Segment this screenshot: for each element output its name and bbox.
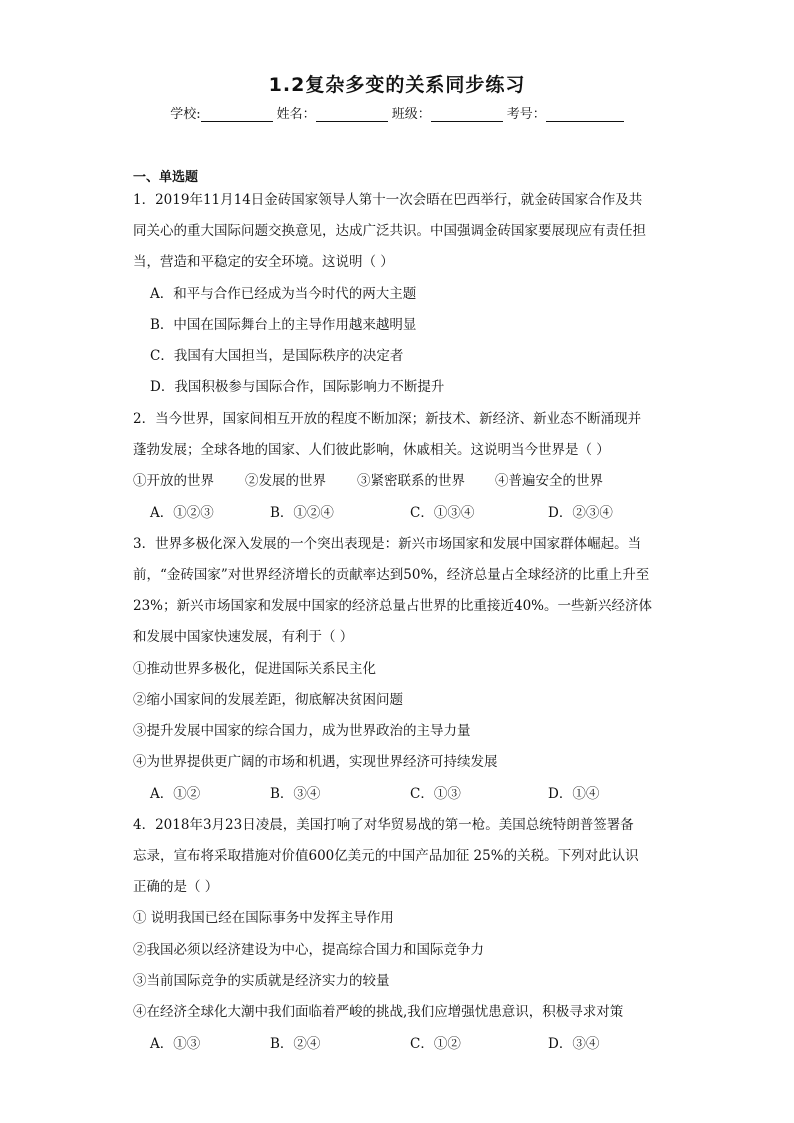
- question-4-item: ②我国必须以经济建设为中心，提高综合国力和国际竞争力: [133, 942, 484, 958]
- question-2-item: ③紧密联系的世界: [357, 473, 465, 489]
- question-2-option-c[interactable]: C．①③④: [410, 505, 475, 521]
- question-2-item: ②发展的世界: [245, 473, 326, 489]
- question-3-option-c[interactable]: C．①③: [410, 786, 461, 802]
- question-2-option-d[interactable]: D．②③④: [548, 505, 613, 521]
- question-3-item: ③提升发展中国家的综合国力，成为世界政治的主导力量: [133, 723, 471, 739]
- question-2-option-a[interactable]: A．①②③: [150, 505, 214, 521]
- school-blank[interactable]: [201, 108, 273, 122]
- question-3-option-d[interactable]: D．①④: [548, 786, 600, 802]
- question-2-option-b[interactable]: B．①②④: [270, 505, 334, 521]
- class-label: 班级：: [391, 107, 431, 122]
- name-blank[interactable]: [316, 108, 388, 122]
- question-4-item: ③当前国际竞争的实质就是经济实力的较量: [133, 973, 390, 989]
- question-1-option-c[interactable]: C．我国有大国担当，是国际秩序的决定者: [150, 348, 404, 364]
- question-1-stem-line: 1．2019年11月14日金砖国家领导人第十一次会晤在巴西举行，就金砖国家合作及共: [133, 192, 643, 208]
- question-2-stem-line: 2．当今世界，国家间相互开放的程度不断加深；新技术、新经济、新业态不断涌现并: [133, 411, 642, 427]
- question-4-option-a[interactable]: A．①③: [150, 1036, 201, 1052]
- exam-no-field[interactable]: [507, 103, 624, 122]
- question-3-option-a[interactable]: A．①②: [150, 786, 201, 802]
- question-3-item: ①推动世界多极化，促进国际关系民主化: [133, 661, 376, 677]
- section-heading: 一、单选题: [133, 170, 199, 185]
- question-3-stem-line: 3．世界多极化深入发展的一个突出表现是：新兴市场国家和发展中国家群体崛起。当: [133, 536, 642, 552]
- class-field[interactable]: [392, 103, 503, 122]
- school-field[interactable]: [170, 103, 272, 122]
- question-4-stem-line: 4．2018年3月23日凌晨，美国打响了对华贸易战的第一枪。美国总统特朗普签署备: [133, 817, 634, 833]
- question-2-stem-line: 蓬勃发展；全球各地的国家、人们彼此影响，休戚相关。这说明当今世界是（ ）: [133, 442, 610, 458]
- question-1-stem-line: 同关心的重大国际问题交换意见，达成广泛共识。中国强调金砖国家要展现应有责任担: [133, 223, 646, 239]
- question-3-stem-line: 前，“金砖国家”对世界经济增长的贡献率达到50%，经济总量占全球经济的比重上升至: [133, 567, 650, 583]
- question-4-item: ④在经济全球化大潮中我们面临着严峻的挑战,我们应增强忧患意识，积极寻求对策: [133, 1004, 624, 1020]
- class-blank[interactable]: [431, 108, 503, 122]
- question-1-stem-line: 当，营造和平稳定的安全环境。这说明（ ）: [133, 254, 394, 270]
- question-3-option-b[interactable]: B．③④: [270, 786, 321, 802]
- question-3-stem-line: 23%；新兴市场国家和发展中国家的经济总量占世界的比重接近40%。一些新兴经济体: [133, 598, 653, 614]
- question-1-option-d[interactable]: D．我国积极参与国际合作，国际影响力不断提升: [150, 379, 445, 395]
- exam-no-label: 考号：: [506, 107, 546, 122]
- page-title: 1.2复杂多变的关系同步练习: [268, 74, 526, 96]
- student-info-row: [0, 103, 794, 122]
- question-1-option-a[interactable]: A．和平与合作已经成为当今时代的两大主题: [150, 286, 417, 302]
- name-field[interactable]: [277, 103, 388, 122]
- question-4-option-b[interactable]: B．②④: [270, 1036, 321, 1052]
- name-label: 姓名：: [276, 107, 316, 122]
- school-label: 学校:: [170, 107, 201, 122]
- question-4-option-c[interactable]: C．①②: [410, 1036, 461, 1052]
- question-4-stem-line: 正确的是（ ）: [133, 879, 219, 895]
- question-3-stem-line: 和发展中国家快速发展，有利于（ ）: [133, 629, 354, 645]
- question-4-stem-line: 忘录，宣布将采取措施对价值600亿美元的中国产品加征 25%的关税。下列对此认识: [133, 848, 639, 864]
- exam-no-blank[interactable]: [546, 108, 624, 122]
- question-3-item: ④为世界提供更广阔的市场和机遇，实现世界经济可持续发展: [133, 754, 498, 770]
- question-3-item: ②缩小国家间的发展差距，彻底解决贫困问题: [133, 692, 403, 708]
- question-4-option-d[interactable]: D．③④: [548, 1036, 600, 1052]
- question-1-option-b[interactable]: B．中国在国际舞台上的主导作用越来越明显: [150, 317, 417, 333]
- question-2-item: ④普遍安全的世界: [495, 473, 603, 489]
- question-4-item: ① 说明我国已经在国际事务中发挥主导作用: [133, 910, 394, 926]
- question-2-item: ①开放的世界: [133, 473, 214, 489]
